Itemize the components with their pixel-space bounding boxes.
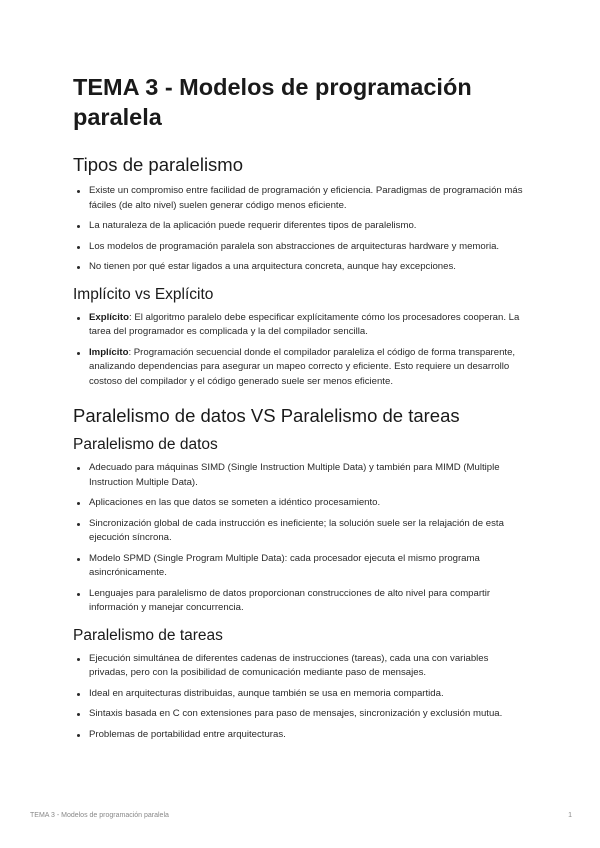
definition-implicito: : Programación secuencial donde el compilador paraleliza el código de forma transparente, analizando dependencias para asegurar un mapeo correcto y eficiente. Esto requiere un desarrollo costoso del compilador y el código generado suele ser menos eficiente. xyxy=(89,346,516,387)
list-item: La naturaleza de la aplicación puede requerir diferentes tipos de paralelismo. xyxy=(73,219,528,234)
list-item: Sincronización global de cada instrucción es ineficiente; la solución suele ser la relajación de esta ejecución síncrona. xyxy=(73,517,528,546)
list-item: No tienen por qué estar ligados a una arquitectura concreta, aunque hay excepciones. xyxy=(73,260,528,275)
list-item xyxy=(73,346,528,390)
list-datos xyxy=(73,461,528,616)
list-item: Existe un compromiso entre facilidad de programación y eficiencia. Paradigmas de programación más fáciles (de alto nivel) suelen generar código menos eficiente. xyxy=(73,184,528,213)
term-explicito: Explícito xyxy=(89,311,129,323)
section-heading-datos-vs-tareas: Paralelismo de datos VS Paralelismo de tareas xyxy=(73,405,460,426)
subsection-heading-implicito: Implícito vs Explícito xyxy=(73,285,214,303)
footer-title: TEMA 3 - Modelos de programación paralela xyxy=(30,812,169,819)
list-item: Sintaxis basada en C con extensiones para paso de mensajes, sincronización y exclusión mutua. xyxy=(73,707,528,722)
list-item: Ejecución simultánea de diferentes cadenas de instrucciones (tareas), cada una con variables privadas, pero con la posibilidad de comunicación mediante paso de mensajes. xyxy=(73,652,528,681)
page-footer xyxy=(30,812,572,819)
list-item xyxy=(73,311,528,340)
list-item: Los modelos de programación paralela son abstracciones de arquitecturas hardware y memoria. xyxy=(73,240,528,255)
list-item: Modelo SPMD (Single Program Multiple Data): cada procesador ejecuta el mismo programa asincrónicamente. xyxy=(73,552,528,581)
document-page xyxy=(73,72,528,748)
list-implicito xyxy=(73,311,528,390)
page-number: 1 xyxy=(568,812,572,819)
definition-explicito: : El algoritmo paralelo debe especificar explícitamente cómo los procesadores cooperan. La tarea del programador es complicada y la del compilador sencilla. xyxy=(89,311,520,337)
subsection-heading-tareas: Paralelismo de tareas xyxy=(73,626,223,644)
subsection-heading-datos: Paralelismo de datos xyxy=(73,436,218,453)
list-item: Problemas de portabilidad entre arquitecturas. xyxy=(73,728,528,743)
list-tareas xyxy=(73,652,528,743)
page-title: TEMA 3 - Modelos de programación paralela xyxy=(73,74,472,130)
term-implicito: Implícito xyxy=(89,346,129,358)
list-item: Adecuado para máquinas SIMD (Single Instruction Multiple Data) y también para MIMD (Multiple Instruction Multiple Data). xyxy=(73,461,528,490)
list-item: Ideal en arquitecturas distribuidas, aunque también se usa en memoria compartida. xyxy=(73,687,528,702)
list-item: Aplicaciones en las que datos se someten a idéntico procesamiento. xyxy=(73,496,528,511)
list-item: Lenguajes para paralelismo de datos proporcionan construcciones de alto nivel para compartir información y manejar concurrencia. xyxy=(73,587,528,616)
list-tipos xyxy=(73,184,528,275)
section-heading-tipos: Tipos de paralelismo xyxy=(73,154,244,175)
